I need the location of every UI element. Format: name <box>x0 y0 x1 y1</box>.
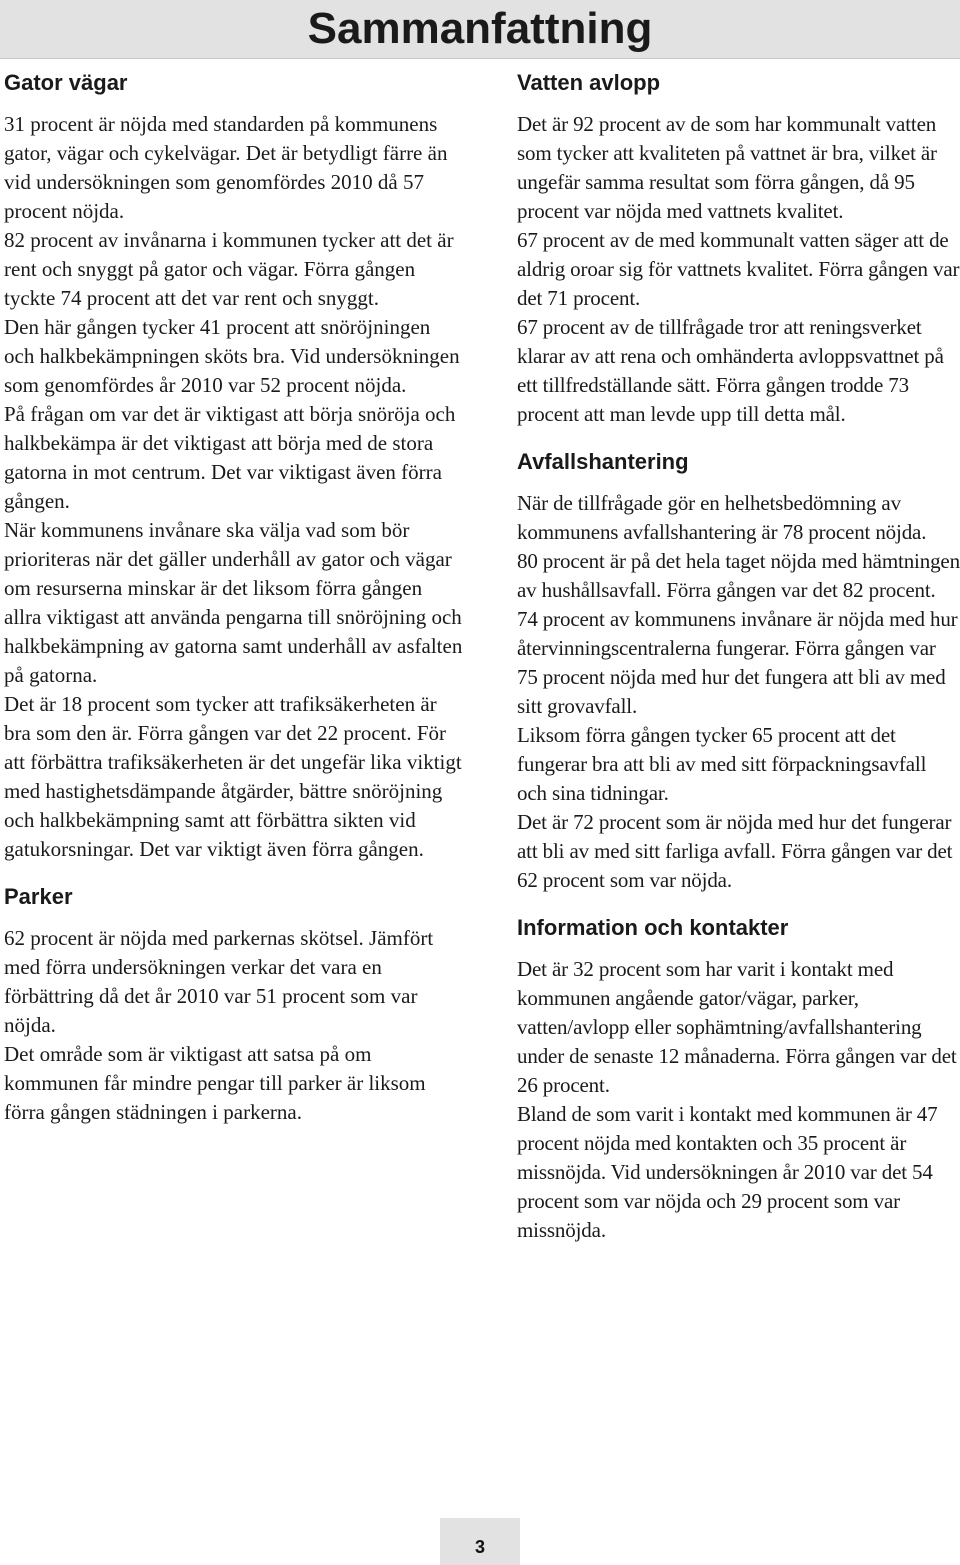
paragraph-gator-3: Den här gången tycker 41 procent att snöröjningen och halkbekämpningen sköts bra. Vid undersökningen som genomfördes år 2010 var 52 procent nöjda. <box>4 315 460 397</box>
section-heading-avfallshantering: Avfallshantering <box>517 449 689 474</box>
paragraph-info-2: Bland de som varit i kontakt med kommunen är 47 procent nöjda med kontakten och 35 procent är missnöjda. Vid undersökningen år 2010 var det 54 procent som var nöjda och 29 procent som var missnöjda. <box>517 1102 938 1242</box>
paragraph-parker-1: 62 procent är nöjda med parkernas skötsel. Jämfört med förra undersökningen verkar det vara en förbättring då det år 2010 var 51 procent som var nöjda. <box>4 926 434 1037</box>
section-parker <box>4 864 464 1127</box>
section-avfallshantering <box>517 429 960 895</box>
paragraph-parker-2: Det område som är viktigast att satsa på om kommunen får mindre pengar till parker är liksom förra gången städningen i parkerna. <box>4 1042 426 1124</box>
paragraph-vatten-2: 67 procent av de med kommunalt vatten säger att de aldrig oroar sig för vattnets kvalitet. Förra gången var det 71 procent. <box>517 228 960 310</box>
page-number: 3 <box>440 1518 520 1565</box>
paragraph-gator-2: 82 procent av invånarna i kommunen tycker att det är rent och snyggt på gator och vägar. Förra gången tyckte 74 procent att det var rent och snyggt. <box>4 228 454 310</box>
paragraph-avfall-4: Liksom förra gången tycker 65 procent att det fungerar bra att bli av med sitt förpackningsavfall och sina tidningar. <box>517 723 927 805</box>
section-heading-parker: Parker <box>4 884 73 909</box>
paragraph-avfall-2: 80 procent är på det hela taget nöjda med hämtningen av hushållsavfall. Förra gången var det 82 procent. <box>517 549 960 602</box>
right-column <box>517 58 960 1245</box>
section-vatten-avlopp <box>517 58 960 429</box>
section-information-kontakter <box>517 895 960 1245</box>
page-title: Sammanfattning <box>307 4 653 53</box>
paragraph-avfall-5: Det är 72 procent som är nöjda med hur det fungerar att bli av med sitt farliga avfall. Förra gången var det 62 procent som var nöjda. <box>517 810 953 892</box>
section-heading-information-kontakter: Information och kontakter <box>517 915 789 940</box>
section-heading-vatten-avlopp: Vatten avlopp <box>517 70 661 95</box>
paragraph-gator-1: 31 procent är nöjda med standarden på kommunens gator, vägar och cykelvägar. Det är betydligt färre än vid undersökningen som genomfördes 2010 då 57 procent nöjda. <box>4 112 448 223</box>
paragraph-gator-6: Det är 18 procent som tycker att trafiksäkerheten är bra som den är. Förra gången var det 22 procent. För att förbättra trafiksäkerheten är det ungefär lika viktigt med hastighetsdämpande åtgärder, bättre snöröjning och halkbekämpning samt att förbättra sikten vid gatukorsningar. Det var viktigt även förra gången. <box>4 692 462 861</box>
paragraph-info-1: Det är 32 procent som har varit i kontakt med kommunen angående gator/vägar, parker, vatten/avlopp eller sophämtning/avfallshantering under de senaste 12 månaderna. Förra gången var det 26 procent. <box>517 957 957 1097</box>
paragraph-vatten-3: 67 procent av de tillfrågade tror att reningsverket klarar av att rena och omhänderta avloppsvattnet på ett tillfredställande sätt. Förra gången trodde 73 procent att man levde upp till detta mål. <box>517 315 944 426</box>
paragraph-gator-4: På frågan om var det är viktigast att börja snöröja och halkbekämpa är det viktigast att börja med de stora gatorna in mot centrum. Det var viktigast även förra gången. <box>4 402 456 513</box>
section-gator-vagar <box>4 58 464 864</box>
paragraph-gator-5: När kommunens invånare ska välja vad som bör prioriteras när det gäller underhåll av gator och vägar om resurserna minskar är det liksom förra gången allra viktigast att använda pengarna till snöröjning och halkbekämpning av gatorna samt underhåll av asfalten på gatorna. <box>4 518 463 687</box>
paragraph-vatten-1: Det är 92 procent av de som har kommunalt vatten som tycker att kvaliteten på vattnet är bra, vilket är ungefär samma resultat som förra gången, då 95 procent var nöjda med vattnets kvalitet. <box>517 112 937 223</box>
left-column <box>4 58 464 1127</box>
section-heading-gator-vagar: Gator vägar <box>4 70 128 95</box>
paragraph-avfall-1: När de tillfrågade gör en helhetsbedömning av kommunens avfallshantering är 78 procent nöjda. <box>517 491 927 544</box>
paragraph-avfall-3: 74 procent av kommunens invånare är nöjda med hur återvinningscentralerna fungerar. Förra gången var 75 procent nöjda med hur det fungera att bli av med sitt grovavfall. <box>517 607 958 718</box>
